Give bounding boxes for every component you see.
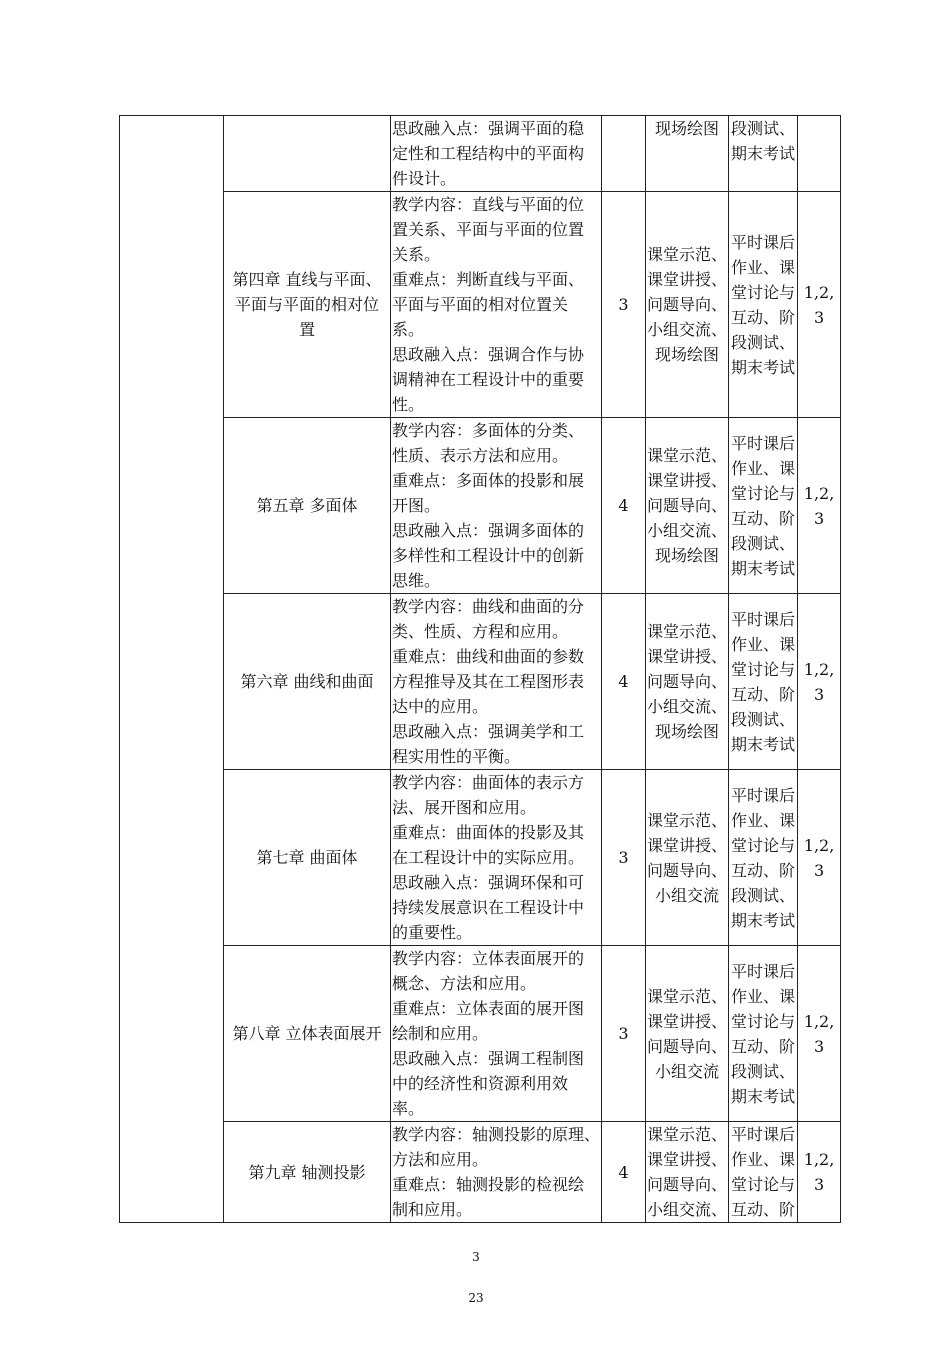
content-cell <box>391 192 602 418</box>
text-line: 现场绘图 <box>655 345 720 364</box>
hours-cell: 3 <box>602 946 646 1122</box>
text-line: 思政融入点：强调工程制图 <box>392 1049 585 1068</box>
objectives-cell <box>798 116 841 192</box>
table-row <box>120 1122 841 1223</box>
text-line: 类、性质、方程和应用。 <box>392 622 569 641</box>
text-line: 课堂讲授、 <box>647 471 728 490</box>
text-line: 重难点：曲线和曲面的参数 <box>392 647 585 666</box>
course-module-cell <box>120 116 224 1223</box>
text-line: 思政融入点：强调环保和可 <box>392 873 585 892</box>
text-line: 的重要性。 <box>392 923 473 942</box>
hours-cell: 4 <box>602 1122 646 1223</box>
text-line: 关系。 <box>392 245 441 264</box>
text-line: 教学内容：立体表面展开的 <box>392 949 585 968</box>
text-line: 期末考试 <box>731 1086 796 1106</box>
objectives-cell: 1,2,3 <box>798 192 841 418</box>
methods-cell <box>646 594 729 770</box>
objectives-cell: 1,2,3 <box>798 946 841 1122</box>
text-line: 期末考试 <box>731 558 796 578</box>
text-line: 持续发展意识在工程设计中 <box>392 898 585 917</box>
text-line: 课堂讲授、 <box>647 835 728 855</box>
text-line: 第七章 曲面体 <box>256 848 358 867</box>
text-line: 平时课后 <box>731 961 796 981</box>
text-line: 方法和应用。 <box>392 1150 489 1169</box>
text-line: 作业、课 <box>731 458 796 478</box>
text-line: 方程推导及其在工程图形表 <box>392 672 585 691</box>
text-line: 作业、课 <box>731 810 796 830</box>
text-line: 现场绘图 <box>655 119 720 138</box>
text-line: 堂讨论与 <box>731 483 796 503</box>
text-line: 重难点：曲面体的投影及其 <box>392 823 585 842</box>
chapter-cell <box>224 116 391 192</box>
content-cell <box>391 594 602 770</box>
text-line: 堂讨论与 <box>731 282 796 302</box>
chapter-cell <box>224 1122 391 1223</box>
text-line: 思政融入点：强调平面的稳 <box>392 119 585 138</box>
objectives-cell: 1,2,3 <box>798 770 841 946</box>
text-line: 性。 <box>392 395 425 414</box>
objectives-cell: 1,2,3 <box>798 594 841 770</box>
text-line: 置关系、平面与平面的位置 <box>392 220 585 239</box>
text-line: 定性和工程结构中的平面构 <box>392 144 585 163</box>
table-row <box>120 418 841 594</box>
text-line: 教学内容：轴测投影的原理、 <box>392 1125 601 1144</box>
text-line: 现场绘图 <box>655 546 720 565</box>
text-line: 思维。 <box>392 571 441 590</box>
chapter-cell <box>224 770 391 946</box>
text-line: 课堂讲授、 <box>647 270 728 289</box>
text-line: 平面与平面的相对位 <box>234 295 379 314</box>
text-line: 置 <box>298 320 315 339</box>
text-line: 堂讨论与 <box>731 1175 796 1194</box>
table-row <box>120 946 841 1122</box>
objectives-cell: 1,2,3 <box>798 418 841 594</box>
text-line: 互动、阶 <box>731 508 796 528</box>
text-line: 段测试、 <box>731 709 796 729</box>
chapter-cell <box>224 418 391 594</box>
text-line: 第九章 轴测投影 <box>248 1162 366 1182</box>
text-line: 重难点：多面体的投影和展 <box>392 471 585 490</box>
text-line: 互动、阶 <box>731 1200 796 1219</box>
methods-cell <box>646 1122 729 1223</box>
text-line: 平时课后 <box>731 433 796 453</box>
text-line: 课堂示范、 <box>647 446 728 465</box>
text-line: 课堂示范、 <box>647 986 728 1006</box>
text-line: 互动、阶 <box>731 1036 796 1056</box>
text-line: 教学内容：直线与平面的位 <box>392 195 585 214</box>
content-cell <box>391 770 602 946</box>
text-line: 平时课后 <box>731 785 796 805</box>
text-line: 平时课后 <box>731 609 796 629</box>
text-line: 绘制和应用。 <box>392 1024 489 1043</box>
text-line: 问题导向、 <box>647 295 728 314</box>
text-line: 中的经济性和资源利用效 <box>392 1074 569 1093</box>
text-line: 作业、课 <box>731 986 796 1006</box>
text-line: 思政融入点：强调美学和工 <box>392 722 585 741</box>
text-line: 问题导向、 <box>647 1175 728 1194</box>
text-line: 课堂示范、 <box>647 810 728 830</box>
hours-cell: 4 <box>602 418 646 594</box>
text-line: 教学内容：曲面体的表示方 <box>392 773 585 792</box>
chapter-cell <box>224 594 391 770</box>
text-line: 互动、阶 <box>731 860 796 880</box>
hours-cell: 4 <box>602 594 646 770</box>
text-line: 开图。 <box>392 496 441 515</box>
text-line: 第五章 多面体 <box>256 496 358 515</box>
text-line: 小组交流、 <box>647 320 728 339</box>
page-number: 3 <box>472 1250 480 1264</box>
text-line: 作业、课 <box>731 257 796 277</box>
text-line: 达中的应用。 <box>392 697 489 716</box>
text-line: 性质、表示方法和应用。 <box>392 446 569 465</box>
text-line: 互动、阶 <box>731 684 796 704</box>
text-line: 课堂示范、 <box>647 245 728 264</box>
text-line: 平时课后 <box>731 232 796 252</box>
methods-cell <box>646 418 729 594</box>
text-line: 问题导向、 <box>647 860 728 880</box>
text-line: 作业、课 <box>731 634 796 654</box>
table-row <box>120 594 841 770</box>
objectives-cell: 1,2,3 <box>798 1122 841 1223</box>
text-line: 段测试、 <box>731 1061 796 1081</box>
hours-cell: 3 <box>602 770 646 946</box>
text-line: 期末考试 <box>731 144 796 163</box>
content-cell <box>391 1122 602 1223</box>
hours-cell: 3 <box>602 192 646 418</box>
text-line: 率。 <box>392 1099 425 1118</box>
table-row <box>120 192 841 418</box>
text-line: 重难点：轴测投影的检视绘 <box>392 1175 585 1194</box>
text-line: 制和应用。 <box>392 1200 473 1219</box>
text-line: 法、展开图和应用。 <box>392 798 537 817</box>
text-line: 期末考试 <box>731 910 796 930</box>
methods-cell <box>646 192 729 418</box>
text-line: 多样性和工程设计中的创新 <box>392 546 585 565</box>
content-cell <box>391 418 602 594</box>
text-line: 第六章 曲线和曲面 <box>240 672 374 691</box>
text-line: 互动、阶 <box>731 307 796 327</box>
text-line: 思政融入点：强调合作与协 <box>392 345 585 364</box>
text-line: 思政融入点：强调多面体的 <box>392 521 585 540</box>
text-line: 问题导向、 <box>647 496 728 515</box>
text-line: 期末考试 <box>731 734 796 754</box>
text-line: 现场绘图 <box>655 722 720 741</box>
text-line: 件设计。 <box>392 169 457 188</box>
text-line: 堂讨论与 <box>731 659 796 679</box>
text-line: 作业、课 <box>731 1150 796 1169</box>
text-line: 平时课后 <box>731 1125 796 1144</box>
content-cell <box>391 946 602 1122</box>
text-line: 小组交流 <box>655 885 720 905</box>
text-line: 重难点：判断直线与平面、 <box>392 270 585 289</box>
text-line: 段测试、 <box>731 533 796 553</box>
text-line: 程实用性的平衡。 <box>392 747 521 766</box>
assessment-cell <box>729 770 798 946</box>
text-line: 问题导向、 <box>647 1036 728 1056</box>
text-line: 小组交流、 <box>647 1200 728 1219</box>
text-line: 课堂讲授、 <box>647 1011 728 1031</box>
text-line: 期末考试 <box>731 357 796 377</box>
text-line: 课堂讲授、 <box>647 647 728 666</box>
assessment-cell <box>729 192 798 418</box>
syllabus-table <box>119 115 841 1223</box>
text-line: 课堂示范、 <box>647 622 728 641</box>
text-line: 课堂示范、 <box>647 1125 728 1144</box>
text-line: 堂讨论与 <box>731 835 796 855</box>
methods-cell <box>646 116 729 192</box>
text-line: 第四章 直线与平面、 <box>232 270 382 289</box>
text-line: 段测试、 <box>731 119 796 138</box>
text-line: 小组交流、 <box>647 521 728 540</box>
text-line: 小组交流 <box>655 1061 720 1081</box>
hours-cell <box>602 116 646 192</box>
table-row <box>120 770 841 946</box>
text-line: 平面与平面的相对位置关 <box>392 295 569 314</box>
text-line: 课堂讲授、 <box>647 1150 728 1169</box>
total-page-number: 23 <box>468 1291 484 1305</box>
assessment-cell <box>729 594 798 770</box>
methods-cell <box>646 770 729 946</box>
text-line: 概念、方法和应用。 <box>392 974 537 993</box>
text-line: 堂讨论与 <box>731 1011 796 1031</box>
text-line: 系。 <box>392 320 425 339</box>
text-line: 第八章 立体表面展开 <box>232 1024 382 1043</box>
text-line: 段测试、 <box>731 885 796 905</box>
text-line: 小组交流、 <box>647 697 728 716</box>
assessment-cell <box>729 116 798 192</box>
assessment-cell <box>729 418 798 594</box>
assessment-cell <box>729 1122 798 1223</box>
assessment-cell <box>729 946 798 1122</box>
text-line: 教学内容：曲线和曲面的分 <box>392 597 585 616</box>
chapter-cell <box>224 946 391 1122</box>
text-line: 调精神在工程设计中的重要 <box>392 370 585 389</box>
text-line: 问题导向、 <box>647 672 728 691</box>
text-line: 教学内容：多面体的分类、 <box>392 421 585 440</box>
text-line: 段测试、 <box>731 332 796 352</box>
text-line: 在工程设计中的实际应用。 <box>392 848 585 867</box>
text-line: 重难点：立体表面的展开图 <box>392 999 585 1018</box>
content-cell <box>391 116 602 192</box>
table-row <box>120 116 841 192</box>
methods-cell <box>646 946 729 1122</box>
chapter-cell <box>224 192 391 418</box>
